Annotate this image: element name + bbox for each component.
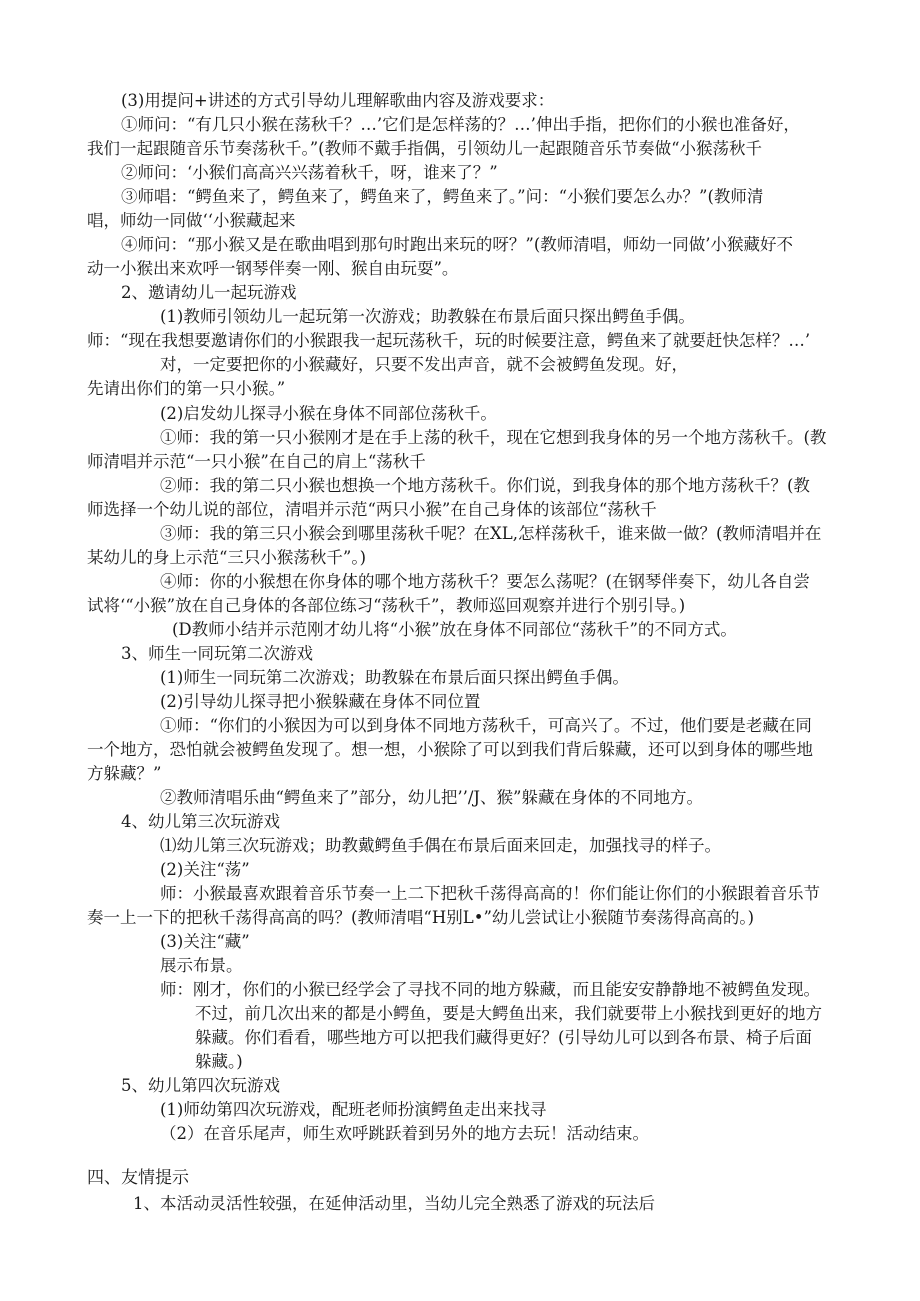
text-line: ②师问：‘小猴们高高兴兴荡着秋千，呀，谁来了？” bbox=[121, 163, 498, 182]
text-line: (1)教师引领幼儿一起玩第一次游戏；助教躲在布景后面只探出鳄鱼手偶。 bbox=[160, 307, 695, 326]
text-line: 对，一定要把你的小猴藏好，只要不发出声音，就不会被鳄鱼发现。好， bbox=[160, 355, 688, 374]
text-line: (1)师幼第四次玩游戏，配班老师扮演鳄鱼走出来找寻 bbox=[160, 1100, 547, 1119]
text-line: ②教师清唱乐曲“鳄鱼来了”部分，幼儿把’’/J、猴”躲藏在身体的不同地方。 bbox=[160, 788, 703, 807]
text-line: ①师：我的第一只小猴刚才是在手上荡的秋千，现在它想到我身体的另一个地方荡秋千。(教 bbox=[160, 428, 827, 447]
section-heading: 4、幼儿第三次玩游戏 bbox=[121, 812, 280, 831]
text-line: 动一小猴出来欢呼一钢琴伴奏一刚、猴自由玩耍”。 bbox=[87, 259, 459, 278]
text-line: 展示布景。 bbox=[160, 956, 243, 975]
text-line: (2)启发幼儿探寻小猴在身体不同部位荡秋千。 bbox=[160, 404, 497, 423]
text-line: 师清唱并示范“一只小猴”在自己的肩上“荡秋千 bbox=[87, 452, 426, 471]
text-line: ③师：我的第三只小猴会到哪里荡秋千呢？在XL,怎样荡秋千，谁来做一做？(教师清唱并在 bbox=[160, 524, 822, 543]
text-line: ④师：你的小猴想在你身体的哪个地方荡秋千？要怎么荡呢？(在钢琴伴奏下，幼儿各自尝 bbox=[160, 572, 810, 591]
text-line: 方躲藏？” bbox=[87, 764, 162, 783]
text-line: 我们一起跟随音乐节奏荡秋千。”(教师不戴手指偶，引领幼儿一起跟随音乐节奏做“小猴荡秋千 bbox=[87, 139, 763, 158]
section-title: 四、友情提示 bbox=[87, 1168, 189, 1188]
text-line: 先请出你们的第一只小猴。” bbox=[87, 379, 286, 398]
text-line: 1、本活动灵活性较强，在延伸活动里，当幼儿完全熟悉了游戏的玩法后 bbox=[133, 1194, 655, 1213]
text-line: 师：“现在我想要邀请你们的小猴跟我一起玩荡秋千，玩的时候要注意，鳄鱼来了就要赶快怎样？…’ bbox=[87, 331, 811, 350]
text-line: ⑴幼儿第三次玩游戏；助教戴鳄鱼手偶在布景后面来回走，加强找寻的样子。 bbox=[160, 836, 721, 855]
text-line: 不过，前几次出来的都是小鳄鱼，要是大鳄鱼出来，我们就要带上小猴找到更好的地方 bbox=[195, 1004, 822, 1023]
text-line: 一个地方，恐怕就会被鳄鱼发现了。想一想，小猴除了可以到我们背后躲藏，还可以到身体的哪些地 bbox=[87, 740, 813, 759]
text-line: 试将‘“小猴”放在自己身体的各部位练习“荡秋千”，教师巡回观察并进行个别引导。) bbox=[87, 596, 686, 615]
text-line: (2)关注“荡” bbox=[160, 860, 250, 879]
text-line: 躲藏。你们看看，哪些地方可以把我们藏得更好？(引导幼儿可以到各布景、椅子后面 bbox=[195, 1028, 812, 1047]
text-line: ④师问：“那小猴又是在歌曲唱到那句时跑出来玩的呀？”(教师清唱，师幼一同做’小猴藏好不 bbox=[121, 235, 794, 254]
text-line: (D教师小结并示范刚才幼儿将“小猴”放在身体不同部位“荡秋千”的不同方式。 bbox=[172, 620, 737, 639]
text-line: ②师：我的第二只小猴也想换一个地方荡秋千。你们说，到我身体的那个地方荡秋千？(教 bbox=[160, 476, 810, 495]
text-line: (2)引导幼儿探寻把小猴躲藏在身体不同位置 bbox=[160, 692, 481, 711]
text-line: ③师唱：“鳄鱼来了，鳄鱼来了，鳄鱼来了，鳄鱼来了。”问：“小猴们要怎么办？”(教师清 bbox=[121, 187, 764, 206]
text-line: (3)关注“藏” bbox=[160, 932, 250, 951]
text-line: （2）在音乐尾声，师生欢呼跳跃着到另外的地方去玩！活动结束。 bbox=[160, 1124, 649, 1143]
section-heading: 2、邀请幼儿一起玩游戏 bbox=[121, 283, 297, 302]
text-line: 某幼儿的身上示范“三只小猴荡秋千”。) bbox=[87, 548, 367, 567]
text-line: (1)师生一同玩第二次游戏；助教躲在布景后面只探出鳄鱼手偶。 bbox=[160, 668, 629, 687]
section-heading: 3、师生一同玩第二次游戏 bbox=[121, 644, 313, 663]
text-line: ①师：“你们的小猴因为可以到身体不同地方荡秋千，可高兴了。不过，他们要是老藏在同 bbox=[160, 716, 812, 735]
text-line: 躲藏。) bbox=[195, 1052, 243, 1071]
text-line: 师：小猴最喜欢跟着音乐节奏一上二下把秋千荡得高高的！你们能让你们的小猴跟着音乐节 bbox=[160, 884, 820, 903]
text-line: 师选择一个幼儿说的部位，清唱并示范“两只小猴”在自己身体的该部位“荡秋千 bbox=[87, 500, 657, 519]
text-line: (3)用提问+讲述的方式引导幼儿理解歌曲内容及游戏要求： bbox=[121, 91, 555, 110]
section-heading: 5、幼儿第四次玩游戏 bbox=[121, 1076, 280, 1095]
text-line: 奏一上一下的把秋千荡得高高的吗？(教师清唱“H别L•”幼儿尝试让小猴随节奏荡得高高的。) bbox=[87, 908, 755, 927]
text-line: 师：刚才，你们的小猴已经学会了寻找不同的地方躲藏，而且能安安静静地不被鳄鱼发现。 bbox=[160, 980, 820, 999]
text-line: 唱，师幼一同做‘‘小猴藏起来 bbox=[87, 211, 296, 230]
text-line: ①师问：“有几只小猴在荡秋千？…’它们是怎样荡的？…’伸出手指，把你们的小猴也准备好， bbox=[121, 115, 800, 134]
